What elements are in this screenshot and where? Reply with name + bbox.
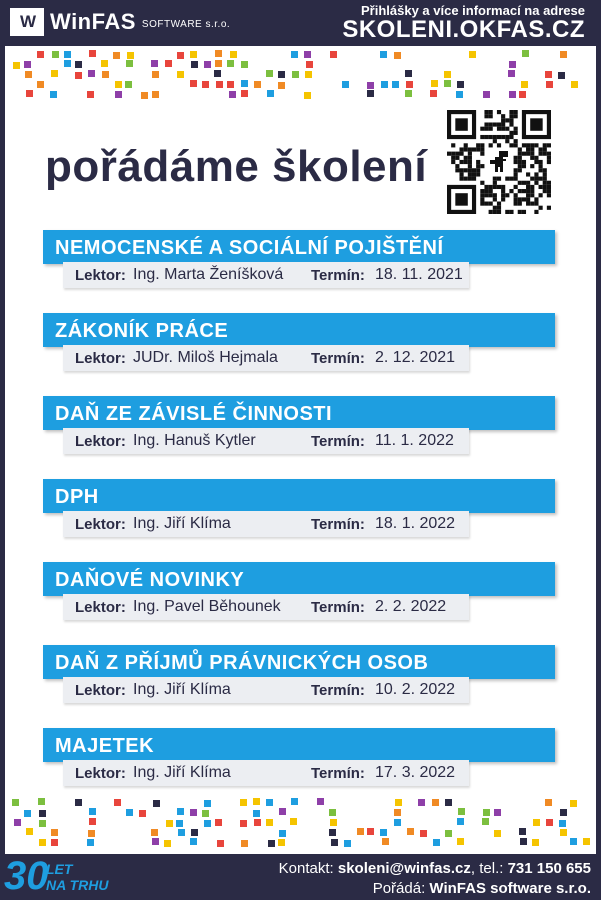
logo-mark-icon: W (10, 8, 44, 36)
lektor-value: JUDr. Miloš Hejmala (133, 349, 278, 366)
lektor-value: Ing. Hanuš Kytler (133, 432, 256, 449)
confetti-top (5, 50, 596, 104)
termin-label: Termín: (311, 682, 365, 699)
header-info (342, 3, 585, 42)
termin-value: 18. 1. 2022 (375, 515, 456, 532)
course-info (63, 594, 469, 620)
course-name: MAJETEK (55, 735, 155, 757)
termin-value: 2. 12. 2021 (375, 349, 456, 366)
course-info (63, 677, 469, 703)
course-title-bar (43, 728, 555, 762)
termin-label: Termín: (311, 433, 365, 450)
qr-code-icon[interactable] (447, 110, 551, 214)
course-info (63, 262, 469, 288)
registration-url[interactable]: SKOLENI.OKFAS.CZ (342, 16, 585, 43)
info-line: Přihlášky a více informací na adrese (360, 3, 585, 18)
termin-value: 2. 2. 2022 (375, 598, 447, 615)
course-name: DAŇ Z PŘÍJMŮ PRÁVNICKÝCH OSOB (55, 652, 429, 674)
tel-label: , tel.: (470, 860, 504, 877)
termin-label: Termín: (311, 516, 365, 533)
course-info (63, 760, 469, 786)
lektor-value: Ing. Jiří Klíma (133, 515, 231, 532)
course-name: DAŇ ZE ZÁVISLÉ ČINNOSTI (55, 403, 333, 425)
organizer-name: WinFAS software s.r.o. (429, 880, 591, 897)
organizer-label: Pořádá: (372, 880, 426, 897)
header (0, 0, 601, 46)
lektor-value: Ing. Jiří Klíma (133, 764, 231, 781)
anniversary-number: 30 (4, 854, 49, 898)
course-item (43, 562, 555, 628)
termin-value: 18. 11. 2021 (375, 266, 463, 283)
lektor-label: Lektor: (75, 433, 126, 450)
anniversary-let: LET (46, 861, 73, 877)
termin-label: Termín: (311, 765, 365, 782)
poster-panel (5, 46, 596, 854)
course-title-bar (43, 313, 555, 347)
termin-value: 17. 3. 2022 (375, 764, 456, 781)
termin-label: Termín: (311, 599, 365, 616)
course-name: DAŇOVÉ NOVINKY (55, 569, 245, 591)
course-name: DPH (55, 486, 99, 508)
lektor-label: Lektor: (75, 350, 126, 367)
winfas-logo (10, 8, 230, 36)
termin-label: Termín: (311, 267, 365, 284)
confetti-bottom (5, 798, 596, 852)
contact-label: Kontakt: (278, 860, 334, 877)
footer (0, 854, 601, 900)
course-item (43, 396, 555, 462)
dinosaur-icon (487, 149, 511, 175)
course-item (43, 645, 555, 711)
lektor-value: Ing. Marta Ženíšková (133, 266, 284, 283)
course-item (43, 313, 555, 379)
course-title-bar (43, 479, 555, 513)
termin-value: 11. 1. 2022 (375, 432, 454, 449)
course-info (63, 345, 469, 371)
anniversary-text: NA TRHU (46, 877, 109, 893)
organizer-line (279, 879, 591, 899)
course-item (43, 230, 555, 296)
course-title-bar (43, 396, 555, 430)
contact-email[interactable]: skoleni@winfas.cz (337, 860, 471, 877)
lektor-value: Ing. Pavel Běhounek (133, 598, 281, 615)
lektor-label: Lektor: (75, 682, 126, 699)
course-item (43, 479, 555, 545)
lektor-label: Lektor: (75, 267, 126, 284)
lektor-label: Lektor: (75, 516, 126, 533)
lektor-value: Ing. Jiří Klíma (133, 681, 231, 698)
brand-subtitle: SOFTWARE s.r.o. (141, 18, 231, 30)
lektor-label: Lektor: (75, 765, 126, 782)
course-name: ZÁKONÍK PRÁCE (55, 320, 229, 342)
termin-label: Termín: (311, 350, 365, 367)
course-title-bar (43, 645, 555, 679)
contact-block (279, 859, 591, 899)
course-info (63, 428, 469, 454)
course-title-bar (43, 562, 555, 596)
course-info (63, 511, 469, 537)
page-title: pořádáme školení (45, 142, 428, 191)
course-title-bar (43, 230, 555, 264)
contact-phone[interactable]: 731 150 655 (507, 860, 591, 877)
brand-name: WinFAS (50, 9, 136, 34)
lektor-label: Lektor: (75, 599, 126, 616)
termin-value: 10. 2. 2022 (375, 681, 456, 698)
contact-line (279, 859, 591, 879)
course-item (43, 728, 555, 794)
course-name: NEMOCENSKÉ A SOCIÁLNÍ POJIŠTĚNÍ (55, 237, 444, 259)
